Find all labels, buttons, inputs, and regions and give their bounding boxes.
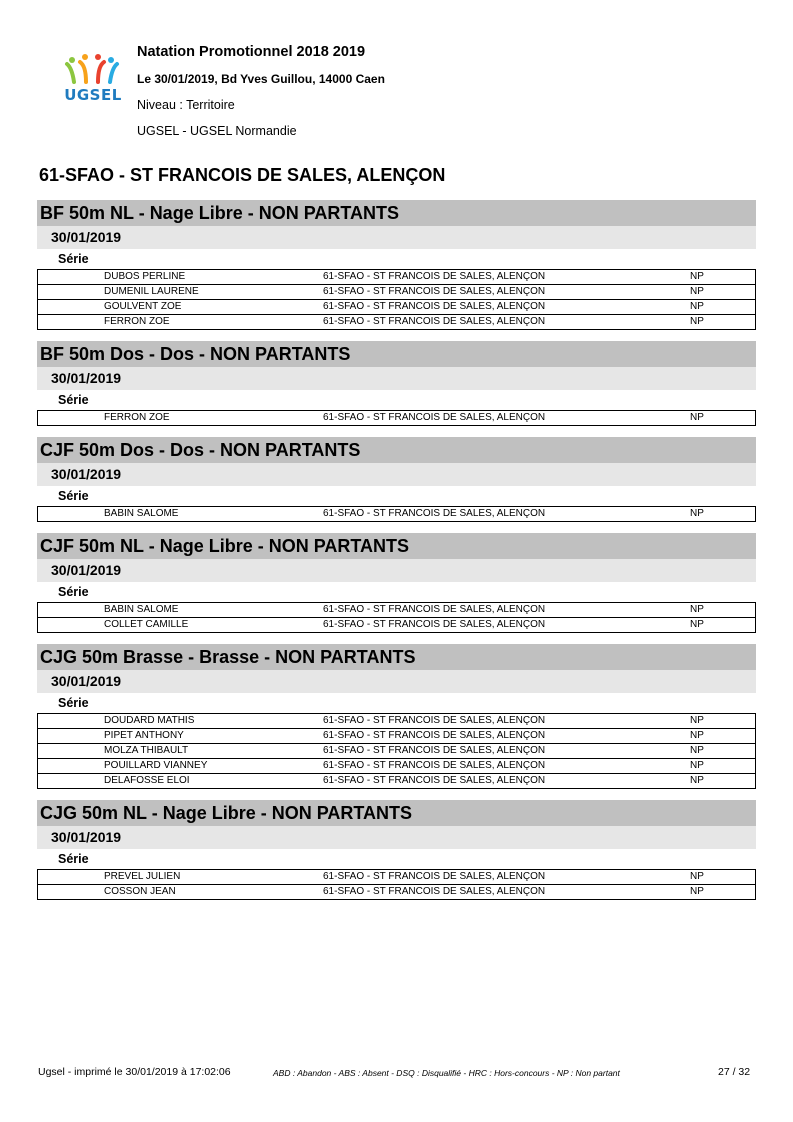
event-date: 30/01/2019 — [37, 670, 756, 693]
ugsel-logo — [60, 52, 126, 108]
event-section — [37, 533, 756, 633]
swimmer-status: NP — [653, 885, 756, 900]
swimmer-name: FERRON ZOE — [38, 411, 324, 426]
footer-legend: ABD : Abandon - ABS : Absent - DSQ : Disqualifié - HRC : Hors-concours - NP : Non partant — [273, 1068, 620, 1078]
swimmer-status: NP — [653, 729, 756, 744]
swimmer-status: NP — [653, 411, 756, 426]
swimmer-club: 61-SFAO - ST FRANCOIS DE SALES, ALENÇON — [323, 285, 653, 300]
logo-text: UGSEL — [64, 86, 122, 104]
swimmer-status: NP — [653, 870, 756, 885]
table-row — [38, 411, 756, 426]
swimmer-club: 61-SFAO - ST FRANCOIS DE SALES, ALENÇON — [323, 885, 653, 900]
swimmer-name: DUMENIL LAURENE — [38, 285, 324, 300]
swimmer-status: NP — [653, 300, 756, 315]
event-title: CJG 50m NL - Nage Libre - NON PARTANTS — [37, 800, 756, 826]
swimmer-name: GOULVENT ZOE — [38, 300, 324, 315]
event-section — [37, 200, 756, 330]
serie-label: Série — [58, 393, 89, 407]
footer-printed: Ugsel - imprimé le 30/01/2019 à 17:02:06 — [38, 1066, 231, 1078]
serie-label: Série — [58, 696, 89, 710]
swimmer-club: 61-SFAO - ST FRANCOIS DE SALES, ALENÇON — [323, 744, 653, 759]
swimmer-name: COLLET CAMILLE — [38, 618, 324, 633]
swimmer-status: NP — [653, 507, 756, 522]
swimmer-club: 61-SFAO - ST FRANCOIS DE SALES, ALENÇON — [323, 315, 653, 330]
swimmer-name: FERRON ZOE — [38, 315, 324, 330]
swimmer-club: 61-SFAO - ST FRANCOIS DE SALES, ALENÇON — [323, 270, 653, 285]
ugsel-figures-icon — [60, 52, 126, 88]
event-title: BF 50m Dos - Dos - NON PARTANTS — [37, 341, 756, 367]
table-row — [38, 603, 756, 618]
swimmer-status: NP — [653, 315, 756, 330]
event-section — [37, 644, 756, 789]
event-title: CJG 50m Brasse - Brasse - NON PARTANTS — [37, 644, 756, 670]
serie-label: Série — [58, 852, 89, 866]
swimmer-name: BABIN SALOME — [38, 507, 324, 522]
event-date: 30/01/2019 — [37, 463, 756, 486]
swimmer-name: BABIN SALOME — [38, 603, 324, 618]
swimmer-status: NP — [653, 603, 756, 618]
swimmer-club: 61-SFAO - ST FRANCOIS DE SALES, ALENÇON — [323, 603, 653, 618]
swimmer-status: NP — [653, 618, 756, 633]
swimmer-club: 61-SFAO - ST FRANCOIS DE SALES, ALENÇON — [323, 870, 653, 885]
page-footer — [0, 1064, 793, 1084]
table-row — [38, 270, 756, 285]
swimmer-name: MOLZA THIBAULT — [38, 744, 324, 759]
event-date: 30/01/2019 — [37, 367, 756, 390]
results-table — [37, 869, 756, 900]
event-date: 30/01/2019 — [37, 559, 756, 582]
table-row — [38, 618, 756, 633]
results-table — [37, 506, 756, 522]
table-row — [38, 885, 756, 900]
results-table — [37, 269, 756, 330]
swimmer-name: COSSON JEAN — [38, 885, 324, 900]
table-row — [38, 507, 756, 522]
swimmer-name: DUBOS PERLINE — [38, 270, 324, 285]
swimmer-club: 61-SFAO - ST FRANCOIS DE SALES, ALENÇON — [323, 759, 653, 774]
competition-date-location: Le 30/01/2019, Bd Yves Guillou, 14000 Caen — [137, 72, 385, 86]
event-section — [37, 800, 756, 900]
club-title: 61-SFAO - ST FRANCOIS DE SALES, ALENÇON — [39, 165, 446, 185]
swimmer-club: 61-SFAO - ST FRANCOIS DE SALES, ALENÇON — [323, 729, 653, 744]
competition-organization: UGSEL - UGSEL Normandie — [137, 124, 297, 138]
swimmer-club: 61-SFAO - ST FRANCOIS DE SALES, ALENÇON — [323, 714, 653, 729]
swimmer-status: NP — [653, 270, 756, 285]
table-row — [38, 714, 756, 729]
table-row — [38, 759, 756, 774]
swimmer-club: 61-SFAO - ST FRANCOIS DE SALES, ALENÇON — [323, 300, 653, 315]
results-table — [37, 410, 756, 426]
table-row — [38, 315, 756, 330]
swimmer-name: POUILLARD VIANNEY — [38, 759, 324, 774]
swimmer-name: PREVEL JULIEN — [38, 870, 324, 885]
swimmer-club: 61-SFAO - ST FRANCOIS DE SALES, ALENÇON — [323, 774, 653, 789]
results-table — [37, 602, 756, 633]
table-row — [38, 870, 756, 885]
serie-label: Série — [58, 585, 89, 599]
event-date: 30/01/2019 — [37, 826, 756, 849]
serie-label: Série — [58, 489, 89, 503]
swimmer-club: 61-SFAO - ST FRANCOIS DE SALES, ALENÇON — [323, 507, 653, 522]
event-title: CJF 50m Dos - Dos - NON PARTANTS — [37, 437, 756, 463]
table-row — [38, 729, 756, 744]
page-number: 27 / 32 — [718, 1066, 751, 1078]
swimmer-name: PIPET ANTHONY — [38, 729, 324, 744]
swimmer-status: NP — [653, 759, 756, 774]
results-table — [37, 713, 756, 789]
table-row — [38, 774, 756, 789]
event-title: CJF 50m NL - Nage Libre - NON PARTANTS — [37, 533, 756, 559]
swimmer-name: DOUDARD MATHIS — [38, 714, 324, 729]
events-list — [37, 200, 756, 911]
event-date: 30/01/2019 — [37, 226, 756, 249]
competition-level: Niveau : Territoire — [137, 98, 235, 112]
swimmer-status: NP — [653, 285, 756, 300]
swimmer-club: 61-SFAO - ST FRANCOIS DE SALES, ALENÇON — [323, 411, 653, 426]
swimmer-status: NP — [653, 774, 756, 789]
event-section — [37, 437, 756, 522]
swimmer-status: NP — [653, 714, 756, 729]
page-header — [0, 0, 793, 150]
table-row — [38, 285, 756, 300]
swimmer-name: DELAFOSSE ELOI — [38, 774, 324, 789]
competition-title: Natation Promotionnel 2018 2019 — [137, 44, 366, 60]
table-row — [38, 300, 756, 315]
event-title: BF 50m NL - Nage Libre - NON PARTANTS — [37, 200, 756, 226]
swimmer-status: NP — [653, 744, 756, 759]
table-row — [38, 744, 756, 759]
swimmer-club: 61-SFAO - ST FRANCOIS DE SALES, ALENÇON — [323, 618, 653, 633]
serie-label: Série — [58, 252, 89, 266]
event-section — [37, 341, 756, 426]
